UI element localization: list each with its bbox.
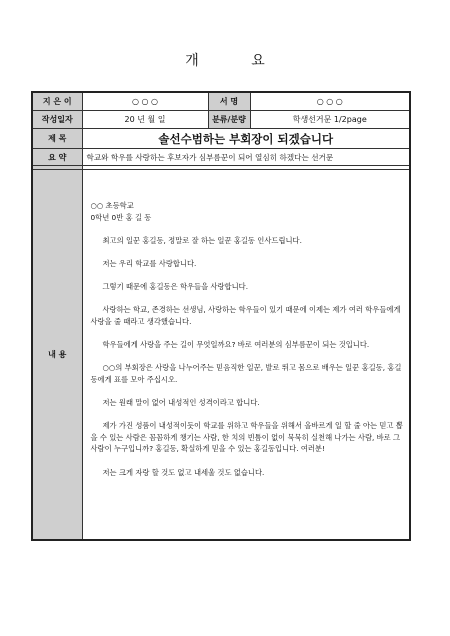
subject-value: 솔선수범하는 부회장이 되겠습니다 <box>82 129 410 149</box>
paragraph: 제가 가진 성품이 내성적이듯이 학교를 위하고 학우들을 위해서 올바르게 일 할 줄 아는 믿고 뽑을 수 있는 사람은 꼼꼼하게 챙기는 사람, 한 치의 빈틈이 없이 묵묵히 실천해 나가는 사람, 바로 그 사람이 누구입니까? 홍길동, 확실하게 믿을 수 있는 홍길동입니다. 여러분! <box>90 421 403 454</box>
paragraph: 사랑하는 학교, 존경하는 선생님, 사랑하는 학우들이 있기 때문에 이제는 제가 여러 학우들에게 사랑을 줄 때라고 생각했습니다. <box>90 305 401 326</box>
paragraph: ○○의 부회장은 사랑을 나누어주는 믿음직한 일꾼, 발로 뛰고 몸으로 배우는 일꾼 홍길동, 홍길동에게 표를 모아 주십시오. <box>90 363 402 384</box>
paragraph: 저는 크게 자랑 할 것도 없고 내세울 것도 없습니다. <box>102 467 265 477</box>
summary-value: 학교와 학우를 사랑하는 후보자가 심부름꾼이 되어 열심히 하겠다는 선거문 <box>82 149 410 166</box>
name-line: 0학년 0반 홍 길 동 <box>90 212 152 222</box>
submitter-value: ○ ○ ○ <box>82 92 208 111</box>
school-line: ○○ 초등학교 <box>90 201 134 210</box>
paragraph: 저는 원래 말이 없어 내성적인 성격이라고 합니다. <box>102 398 260 408</box>
paragraph: 그렇기 때문에 홍길동은 학우들을 사랑합니다. <box>102 282 249 292</box>
paragraph: 학우들에게 사랑을 주는 길이 무엇일까요? 바로 여러분의 심부름꾼이 되는 것입니다. <box>102 340 370 350</box>
content-label: 내 용 <box>32 170 82 541</box>
author-label: 서 명 <box>208 92 250 111</box>
date-label: 작성일자 <box>32 111 82 129</box>
submitter-label: 지 은 이 <box>32 92 82 111</box>
category-label: 분류/분량 <box>208 111 250 129</box>
category-value: 학생선거문 1/2page <box>250 111 410 129</box>
paragraph: 저는 우리 학교를 사랑합니다. <box>102 258 197 268</box>
date-value: 20 년 월 일 <box>82 111 208 129</box>
subject-label: 제 목 <box>32 129 82 149</box>
author-value: ○ ○ ○ <box>250 92 410 111</box>
content-body <box>82 170 410 541</box>
page-title: 개 요 <box>185 53 289 69</box>
document-form <box>31 91 411 541</box>
summary-label: 요 약 <box>32 149 82 166</box>
paragraph: 최고의 일꾼 홍길동, 정말로 잘 하는 일꾼 홍길동 인사드립니다. <box>102 235 302 245</box>
